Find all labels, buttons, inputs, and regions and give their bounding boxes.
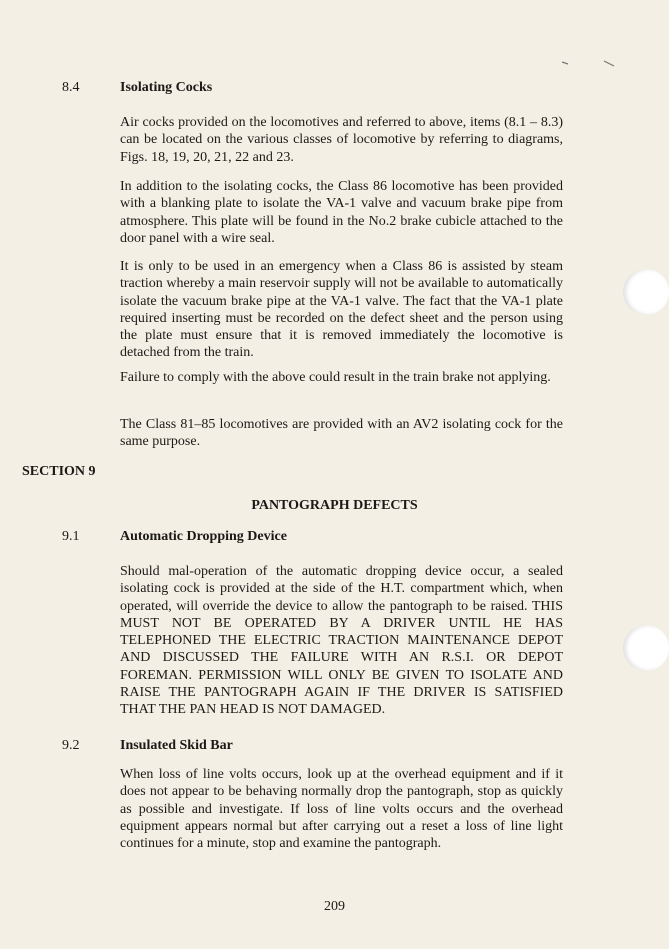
paragraph: The Class 81–85 locomotives are provided with an AV2 isolating cock for the same purpose. [120,417,563,450]
punch-hole-icon [623,625,669,671]
section-number: 8.4 [62,80,80,95]
paragraph: When loss of line volts occurs, look up at the overhead equipment and if it does not appear to be behaving normally drop the pantograph, stop as quickly as possible and investigate. If loss of line volts occurs and the overhead equipment appears normal but after carrying out a reset a loss of line light continues for a minute, stop and examine the pantograph. [120,767,563,852]
section-label: SECTION 9 [22,464,96,479]
paragraph: Failure to comply with the above could result in the train brake not applying. [120,370,551,385]
page-number: 209 [324,899,345,914]
section-number: 9.1 [62,529,80,544]
pencil-mark [560,58,616,68]
paragraph: Air cocks provided on the locomotives and referred to above, items (8.1 – 8.3) can be located on the various classes of locomotive by referring to diagrams, Figs. 18, 19, 20, 21, 22 and 23. [120,115,563,165]
section-heading: Insulated Skid Bar [120,738,233,753]
section-heading: Isolating Cocks [120,80,213,95]
paragraph: Should mal-operation of the automatic dropping device occur, a sealed isolating cock is provided at the side of the H.T. compartment which, when operated, will override the device to allow the pantograph to be raised. THIS MUST NOT BE OPERATED BY A DRIVER UNTIL HE HAS TELEPHONED THE ELECTRIC TRACTION MAINTENANCE DEPOT AND DISCUSSED THE FAILURE WITH AN R.S.I. OR DEPOT FOREMAN. PERMISSION WILL ONLY BE GIVEN TO ISOLATE AND RAISE THE PANTOGRAPH AGAIN IF THE DRIVER IS SATISFIED THAT THE PAN HEAD IS NOT DAMAGED. [120,564,563,718]
section-number: 9.2 [62,738,80,753]
paragraph: In addition to the isolating cocks, the Class 86 locomotive has been provided with a blanking plate to isolate the VA-1 valve and vacuum brake pipe from atmosphere. This plate will be found in the No.2 brake cubicle attached to the door panel with a wire seal. [120,179,563,246]
section-heading: Automatic Dropping Device [120,529,287,544]
punch-hole-icon [623,269,669,315]
section-title: PANTOGRAPH DEFECTS [251,498,418,513]
paragraph: It is only to be used in an emergency when a Class 86 is assisted by steam traction whereby a main reservoir supply will not be available to automatically isolate the vacuum brake pipe at the VA-1 valve. The fact that the VA-1 plate required inserting must be recorded on the defect sheet and the person using the plate must ensure that it is removed immediately the locomotive is detached from the train. [120,259,563,361]
